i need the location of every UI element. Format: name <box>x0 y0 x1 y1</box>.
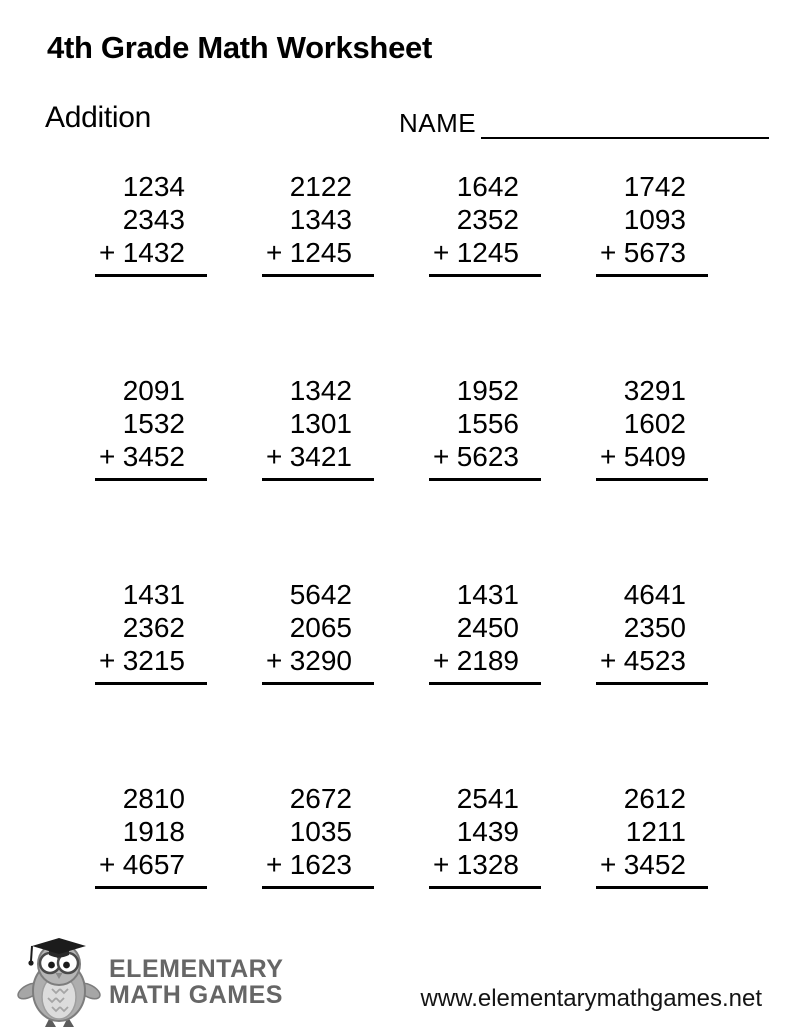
addend-row <box>99 644 185 677</box>
addend-row <box>600 236 686 269</box>
addend: 1234 <box>122 171 185 202</box>
addend: 1918 <box>122 816 185 847</box>
addition-problem-6 <box>262 374 374 481</box>
plus-sign: + <box>600 849 617 880</box>
addend: 2362 <box>122 612 185 643</box>
plus-sign: + <box>600 645 617 676</box>
addend-row <box>433 848 519 881</box>
plus-sign: + <box>99 237 116 268</box>
logo-wordmark <box>109 956 283 1008</box>
addend-row <box>266 236 352 269</box>
addend: 1035 <box>289 816 352 847</box>
addend: 1301 <box>289 408 352 439</box>
addend-row <box>433 440 519 473</box>
addend: 2350 <box>623 612 686 643</box>
addend: 2450 <box>456 612 519 643</box>
addend-row <box>99 848 185 881</box>
plus-sign: + <box>99 441 116 472</box>
name-block <box>399 108 769 139</box>
addend: 2612 <box>623 783 686 814</box>
plus-sign: + <box>99 645 116 676</box>
addend: 2672 <box>289 783 352 814</box>
addition-problem-14 <box>262 782 374 889</box>
addend: 2122 <box>289 171 352 202</box>
addend-row <box>266 644 352 677</box>
addend: 2810 <box>122 783 185 814</box>
plus-sign: + <box>433 441 450 472</box>
addend: 3421 <box>289 441 352 472</box>
addend: 2189 <box>456 645 519 676</box>
plus-sign: + <box>266 237 283 268</box>
name-input-line[interactable] <box>481 108 769 139</box>
addend: 3452 <box>623 849 686 880</box>
addend: 1742 <box>623 171 686 202</box>
addend: 1342 <box>289 375 352 406</box>
website-url: www.elementarymathgames.net <box>420 985 762 1012</box>
addend: 1952 <box>456 375 519 406</box>
addend: 1431 <box>122 579 185 610</box>
addend: 1211 <box>625 816 686 847</box>
addend: 3452 <box>122 441 185 472</box>
addend-row <box>266 848 352 881</box>
addend: 3215 <box>122 645 185 676</box>
addend: 3290 <box>289 645 352 676</box>
addition-problem-8 <box>596 374 708 481</box>
addend-row <box>266 440 352 473</box>
addend: 4523 <box>623 645 686 676</box>
addition-problem-7 <box>429 374 541 481</box>
addend-row <box>99 440 185 473</box>
addition-problem-9 <box>95 578 207 685</box>
section-title: Addition <box>45 101 152 134</box>
addend: 1432 <box>122 237 185 268</box>
addend: 3291 <box>623 375 686 406</box>
addend-row <box>600 848 686 881</box>
addend: 1623 <box>289 849 352 880</box>
addend-row <box>433 236 519 269</box>
addend-row <box>600 644 686 677</box>
addend: 2541 <box>456 783 519 814</box>
addition-problem-15 <box>429 782 541 889</box>
name-label: NAME <box>399 108 477 138</box>
plus-sign: + <box>433 645 450 676</box>
plus-sign: + <box>266 849 283 880</box>
logo <box>16 935 283 1029</box>
addend: 1431 <box>456 579 519 610</box>
plus-sign: + <box>433 849 450 880</box>
addend: 2343 <box>122 204 185 235</box>
page-title: 4th Grade Math Worksheet <box>47 30 432 65</box>
addend: 2352 <box>456 204 519 235</box>
plus-sign: + <box>266 441 283 472</box>
addend: 1245 <box>289 237 352 268</box>
addend: 1439 <box>456 816 519 847</box>
addend-row <box>99 236 185 269</box>
addend: 5673 <box>623 237 686 268</box>
owl-mascot-icon <box>16 935 102 1029</box>
addition-problem-10 <box>262 578 374 685</box>
logo-line-1: ELEMENTARY <box>109 955 284 983</box>
plus-sign: + <box>433 237 450 268</box>
addition-problem-3 <box>429 170 541 277</box>
addend: 4641 <box>623 579 686 610</box>
addend: 5623 <box>456 441 519 472</box>
addend: 1602 <box>623 408 686 439</box>
addend: 5642 <box>289 579 352 610</box>
plus-sign: + <box>600 237 617 268</box>
addend: 1343 <box>289 204 352 235</box>
addend: 4657 <box>122 849 185 880</box>
plus-sign: + <box>600 441 617 472</box>
addition-problem-11 <box>429 578 541 685</box>
addition-problem-4 <box>596 170 708 277</box>
addend: 2065 <box>289 612 352 643</box>
addend: 1245 <box>456 237 519 268</box>
addition-problem-5 <box>95 374 207 481</box>
addend: 1556 <box>456 408 519 439</box>
addition-problem-13 <box>95 782 207 889</box>
addition-problem-16 <box>596 782 708 889</box>
plus-sign: + <box>99 849 116 880</box>
addend: 1532 <box>122 408 185 439</box>
addition-problem-12 <box>596 578 708 685</box>
addend-row <box>600 440 686 473</box>
addition-problem-1 <box>95 170 207 277</box>
addend: 5409 <box>623 441 686 472</box>
addend-row <box>433 644 519 677</box>
problems-grid <box>95 170 763 889</box>
addend: 1328 <box>456 849 519 880</box>
addend: 2091 <box>122 375 185 406</box>
addend: 1093 <box>623 204 686 235</box>
logo-line-2: MATH GAMES <box>109 981 283 1009</box>
addition-problem-2 <box>262 170 374 277</box>
addend: 1642 <box>456 171 519 202</box>
plus-sign: + <box>266 645 283 676</box>
